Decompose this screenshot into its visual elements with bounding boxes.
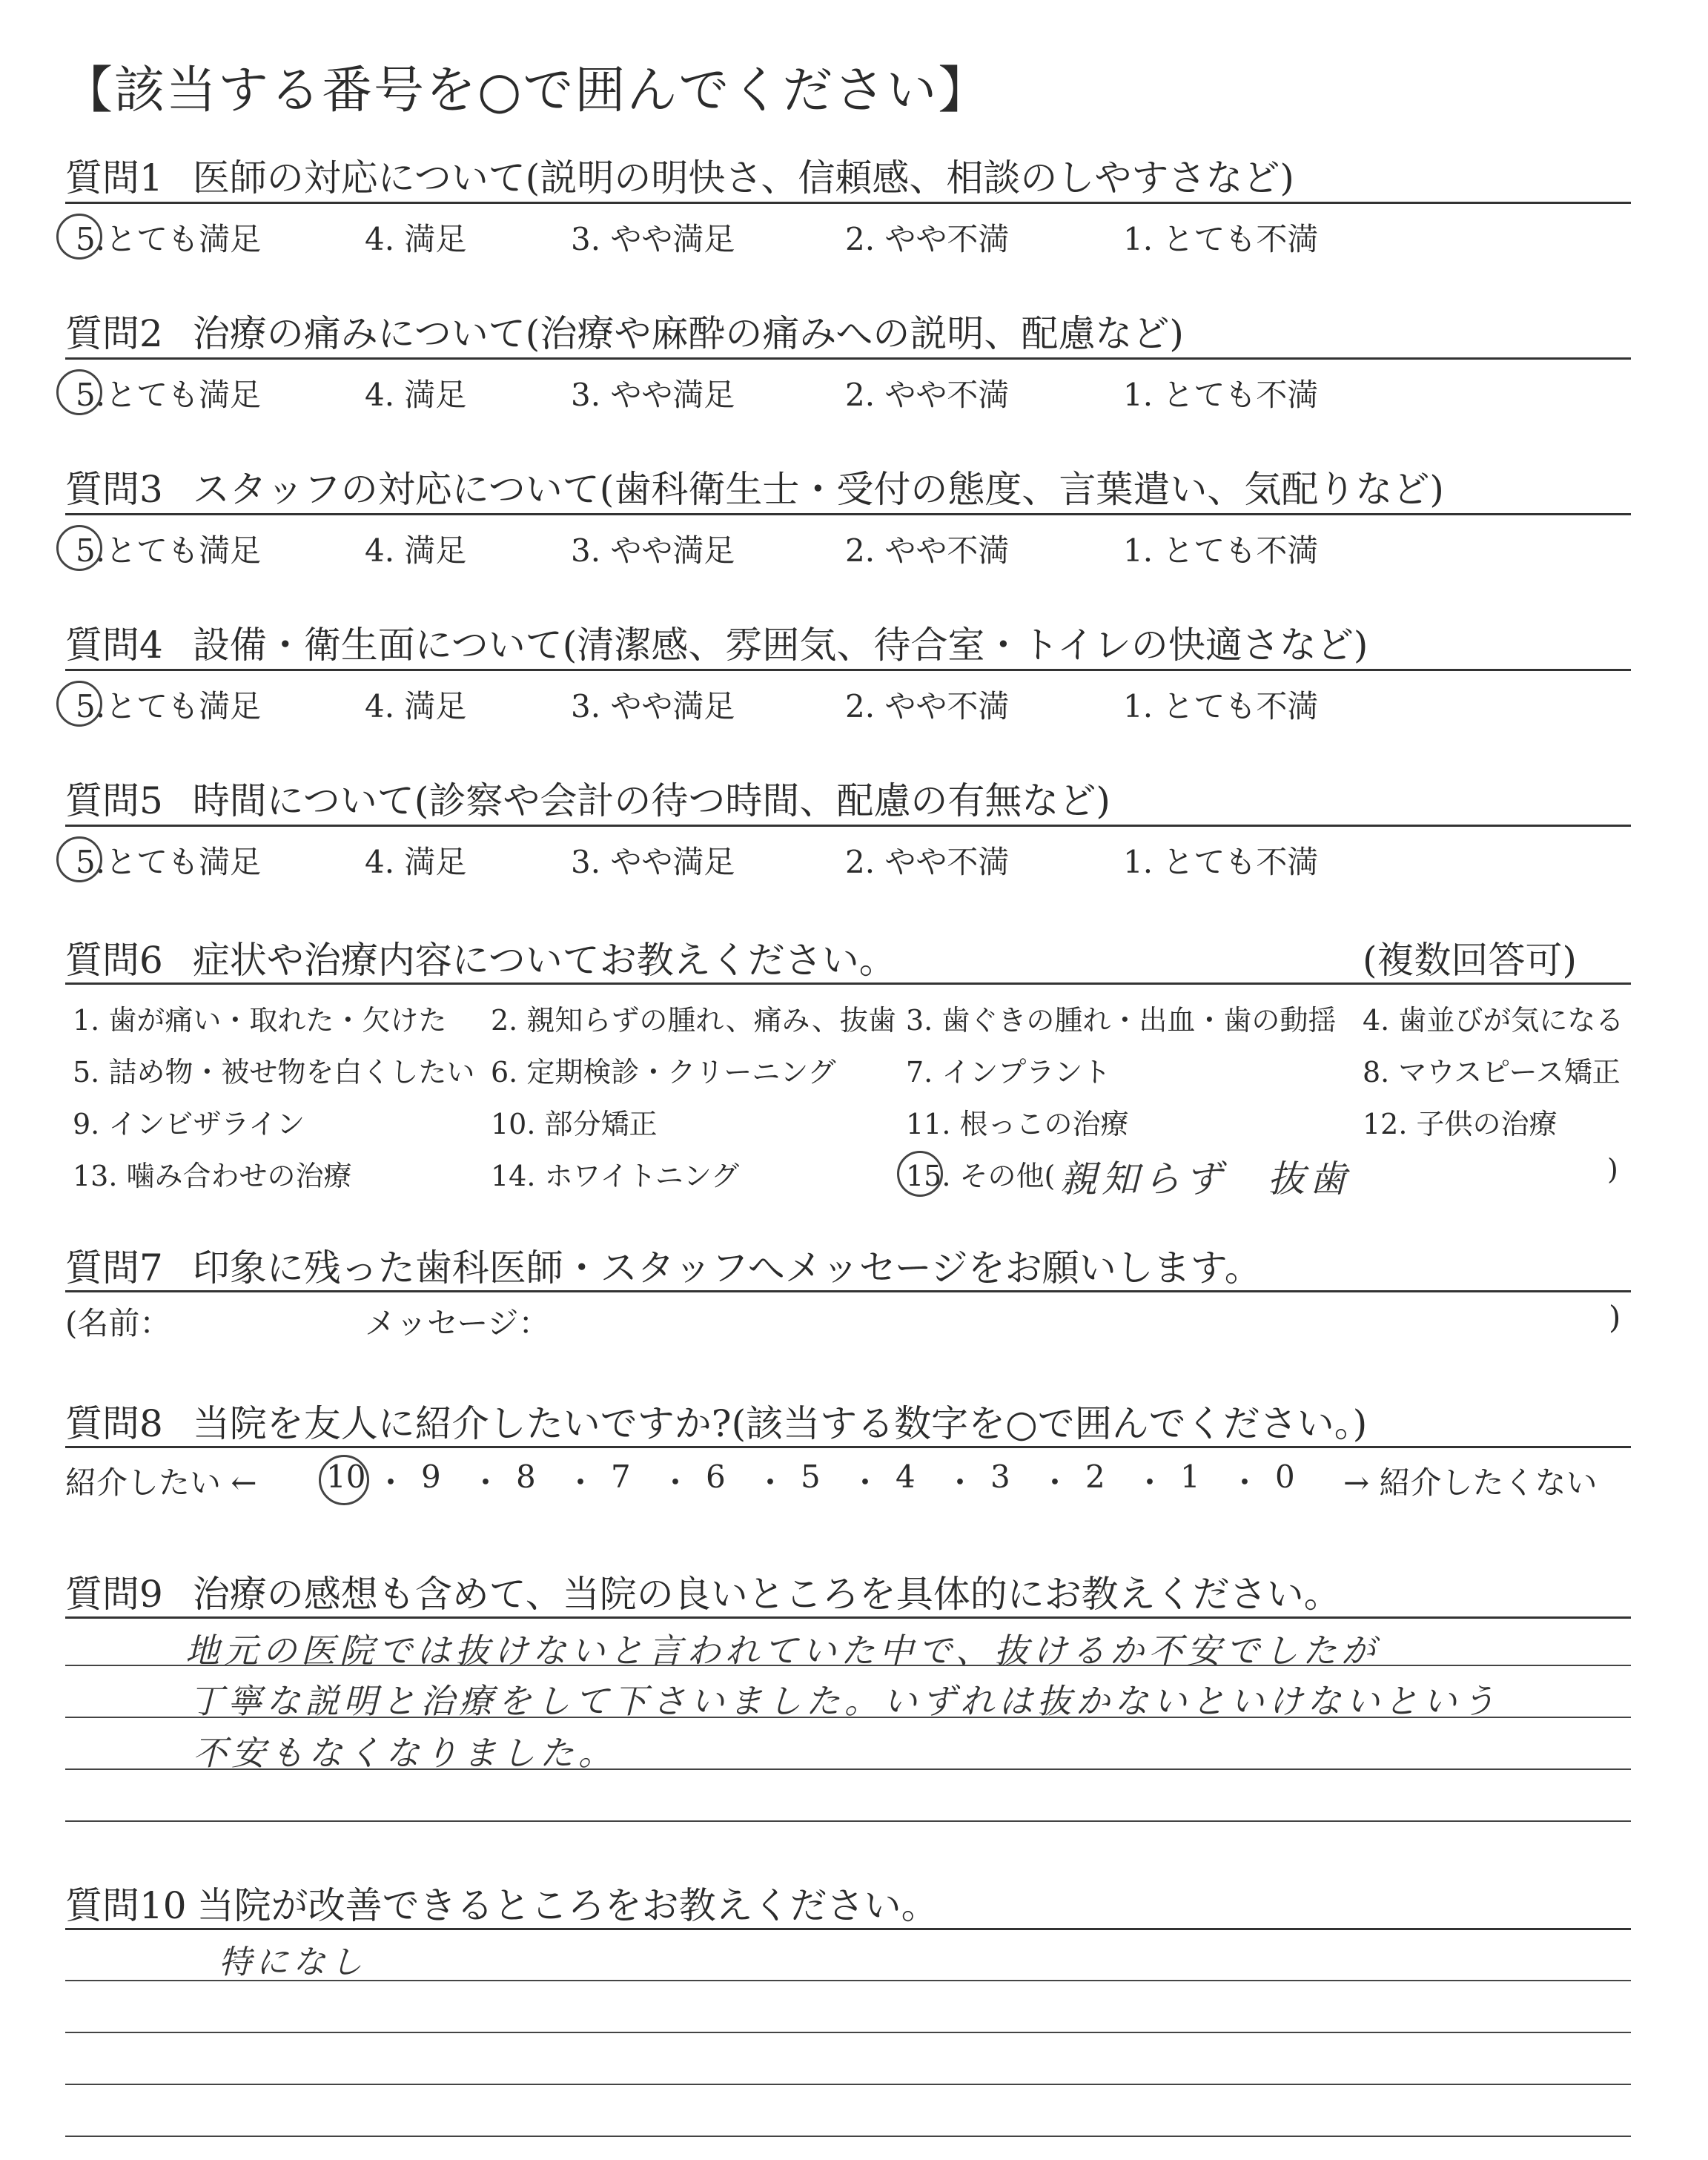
- q8-text: 当院を友人に紹介したいですか?(該当する数字を○で囲んでください。): [192, 1402, 1368, 1445]
- q3-selected-circle: [56, 525, 102, 571]
- q6-option-13[interactable]: 13. 噛み合わせの治療: [73, 1160, 352, 1192]
- q6-option-10[interactable]: 10. 部分矯正: [491, 1108, 658, 1140]
- q10-rule: [65, 1928, 1631, 1930]
- q3-option-3[interactable]: 3. やや満足: [571, 532, 735, 569]
- q8-number-3[interactable]: 3: [990, 1459, 1010, 1495]
- q2-selected-circle: [56, 369, 102, 415]
- q3-option-5[interactable]: 5.とても満足: [76, 532, 262, 569]
- q2-option-2[interactable]: 2. やや不満: [845, 377, 1010, 413]
- q8-number-7[interactable]: 7: [611, 1459, 631, 1495]
- q7-name-label: (名前：: [65, 1305, 171, 1341]
- q5-option-1[interactable]: 1. とても不満: [1123, 844, 1319, 880]
- q6-option-4[interactable]: 4. 歯並びが気になる: [1363, 1004, 1624, 1037]
- q9-handwritten-line-1: 地元の医院では抜けないと言われていた中で、抜けるか不安でしたが: [185, 1631, 1380, 1671]
- q2-heading: [65, 304, 1184, 357]
- q6-other-handwritten: 親知らず 抜歯: [1060, 1157, 1351, 1200]
- q5-option-3[interactable]: 3. やや満足: [571, 844, 735, 880]
- q2-text: 治療の痛みについて(治療や麻酔の痛みへの説明、配慮など): [192, 312, 1184, 355]
- q10-heading: [65, 1876, 939, 1929]
- q4-text: 設備・衛生面について(清潔感、雰囲気、待合室・トイレの快適さなど): [192, 624, 1368, 667]
- q4-option-2[interactable]: 2. やや不満: [845, 688, 1010, 724]
- q8-number-10[interactable]: 10: [326, 1459, 366, 1495]
- q6-option-15[interactable]: 15. その他(: [906, 1160, 1056, 1192]
- q8-number-1[interactable]: 1: [1180, 1459, 1200, 1495]
- q7-rule: [65, 1290, 1631, 1292]
- q4-option-5[interactable]: 5.とても満足: [76, 688, 262, 724]
- q3-option-4[interactable]: 4. 満足: [365, 532, 467, 569]
- q1-option-1[interactable]: 1. とても不満: [1123, 221, 1319, 257]
- q8-number-6[interactable]: 6: [706, 1459, 726, 1495]
- q8-rule: [65, 1446, 1631, 1448]
- q9-handwritten-line-2: 丁寧な説明と治療をして下さいました。いずれは抜かないといけないという: [189, 1681, 1500, 1721]
- q8-left-label: 紹介したい ←: [65, 1464, 257, 1501]
- q7-label: 質問7: [65, 1246, 163, 1289]
- q7-message-label: メッセージ：: [365, 1305, 550, 1341]
- q8-number-9[interactable]: 9: [421, 1459, 441, 1495]
- q5-text: 時間について(診察や会計の待つ時間、配慮の有無など): [192, 779, 1110, 822]
- q8-separator-dot: ・: [755, 1464, 787, 1501]
- q10-writing-line: [65, 2032, 1631, 2033]
- q4-option-1[interactable]: 1. とても不満: [1123, 688, 1319, 724]
- q6-other-close: ): [1607, 1153, 1618, 1186]
- q6-option-5[interactable]: 5. 詰め物・被せ物を白くしたい: [73, 1056, 475, 1089]
- q10-writing-line: [65, 2136, 1631, 2137]
- q8-separator-dot: ・: [1229, 1464, 1261, 1501]
- q8-separator-dot: ・: [565, 1464, 597, 1501]
- q8-separator-dot: ・: [1039, 1464, 1071, 1501]
- q1-option-3[interactable]: 3. やや満足: [571, 221, 735, 257]
- q8-label: 質問8: [65, 1402, 163, 1445]
- q8-number-4[interactable]: 4: [896, 1459, 916, 1495]
- q6-option-3[interactable]: 3. 歯ぐきの腫れ・出血・歯の動揺: [906, 1004, 1337, 1037]
- q8-number-5[interactable]: 5: [801, 1459, 821, 1495]
- q2-label: 質問2: [65, 312, 163, 355]
- q1-option-4[interactable]: 4. 満足: [365, 221, 467, 257]
- q6-heading: [65, 931, 896, 984]
- q5-option-2[interactable]: 2. やや不満: [845, 844, 1010, 880]
- q7-heading: [65, 1238, 1262, 1292]
- q7-close: ): [1609, 1299, 1621, 1335]
- q1-text: 医師の対応について(説明の明快さ、信頼感、相談のしやすさなど): [192, 156, 1294, 199]
- q6-selected-circle: [897, 1151, 943, 1197]
- q8-separator-dot: ・: [660, 1464, 692, 1501]
- q6-option-14[interactable]: 14. ホワイトニング: [491, 1160, 740, 1192]
- q3-option-1[interactable]: 1. とても不満: [1123, 532, 1319, 569]
- q8-separator-dot: ・: [1134, 1464, 1166, 1501]
- q5-option-5[interactable]: 5.とても満足: [76, 844, 262, 880]
- q3-label: 質問3: [65, 468, 163, 511]
- q4-rule: [65, 669, 1631, 671]
- q2-option-3[interactable]: 3. やや満足: [571, 377, 735, 413]
- q3-heading: [65, 460, 1444, 513]
- q1-option-5[interactable]: 5.とても満足: [76, 221, 262, 257]
- q6-option-8[interactable]: 8. マウスピース矯正: [1363, 1056, 1621, 1089]
- q4-heading: [65, 615, 1368, 669]
- q8-right-label: → 紹介したくない: [1343, 1464, 1598, 1501]
- q8-separator-dot: ・: [850, 1464, 881, 1501]
- q10-label: 質問10: [65, 1884, 187, 1927]
- q4-label: 質問4: [65, 624, 163, 667]
- q6-option-6[interactable]: 6. 定期検診・クリーニング: [491, 1056, 836, 1089]
- q2-option-5[interactable]: 5.とても満足: [76, 377, 262, 413]
- q8-number-2[interactable]: 2: [1085, 1459, 1105, 1495]
- q6-option-1[interactable]: 1. 歯が痛い・取れた・欠けた: [73, 1004, 447, 1037]
- q10-writing-line: [65, 2084, 1631, 2085]
- q5-heading: [65, 771, 1110, 825]
- q8-selected-circle: [319, 1455, 369, 1505]
- q6-note: (複数回答可): [1363, 939, 1578, 982]
- q9-heading: [65, 1565, 1341, 1618]
- q5-option-4[interactable]: 4. 満足: [365, 844, 467, 880]
- page-title: 【該当する番号を○で囲んでください】: [62, 62, 990, 120]
- q6-rule: [65, 982, 1631, 985]
- q8-number-0[interactable]: 0: [1275, 1459, 1295, 1495]
- q10-handwritten: 特になし: [219, 1943, 367, 1981]
- q5-selected-circle: [56, 836, 102, 882]
- q8-heading: [65, 1394, 1367, 1447]
- q6-label: 質問6: [65, 939, 163, 982]
- q1-label: 質問1: [65, 156, 163, 199]
- q6-option-2[interactable]: 2. 親知らずの腫れ、痛み、抜歯: [491, 1004, 896, 1037]
- q2-option-1[interactable]: 1. とても不満: [1123, 377, 1319, 413]
- q6-text: 症状や治療内容についてお教えください。: [192, 939, 896, 982]
- q6-option-7[interactable]: 7. インプラント: [906, 1056, 1111, 1089]
- q4-option-4[interactable]: 4. 満足: [365, 688, 467, 724]
- q1-heading: [65, 148, 1294, 202]
- q10-text: 当院が改善できるところをお教えください。: [196, 1884, 939, 1927]
- q2-rule: [65, 357, 1631, 360]
- q9-writing-line: [65, 1820, 1631, 1822]
- q9-handwritten-line-3: 不安もなくなりました。: [193, 1733, 617, 1773]
- q6-option-12[interactable]: 12. 子供の治療: [1363, 1108, 1558, 1140]
- q9-label: 質問9: [65, 1573, 163, 1616]
- q6-option-9[interactable]: 9. インビザライン: [73, 1108, 305, 1140]
- q9-rule: [65, 1616, 1631, 1619]
- q3-text: スタッフの対応について(歯科衛生士・受付の態度、言葉遣い、気配りなど): [192, 468, 1444, 511]
- q7-text: 印象に残った歯科医師・スタッフへメッセージをお願いします。: [192, 1246, 1262, 1289]
- q8-separator-dot: ・: [944, 1464, 976, 1501]
- q8-separator-dot: ・: [375, 1464, 407, 1501]
- q3-rule: [65, 513, 1631, 515]
- q1-option-2[interactable]: 2. やや不満: [845, 221, 1010, 257]
- q8-separator-dot: ・: [470, 1464, 502, 1501]
- q9-text: 治療の感想も含めて、当院の良いところを具体的にお教えください。: [192, 1573, 1341, 1616]
- q4-option-3[interactable]: 3. やや満足: [571, 688, 735, 724]
- q6-option-11[interactable]: 11. 根っこの治療: [906, 1108, 1129, 1140]
- q2-option-4[interactable]: 4. 満足: [365, 377, 467, 413]
- q3-option-2[interactable]: 2. やや不満: [845, 532, 1010, 569]
- q5-rule: [65, 825, 1631, 827]
- q5-label: 質問5: [65, 779, 163, 822]
- q1-rule: [65, 202, 1631, 204]
- q4-selected-circle: [56, 681, 102, 727]
- q8-number-8[interactable]: 8: [516, 1459, 536, 1495]
- q1-selected-circle: [56, 214, 102, 260]
